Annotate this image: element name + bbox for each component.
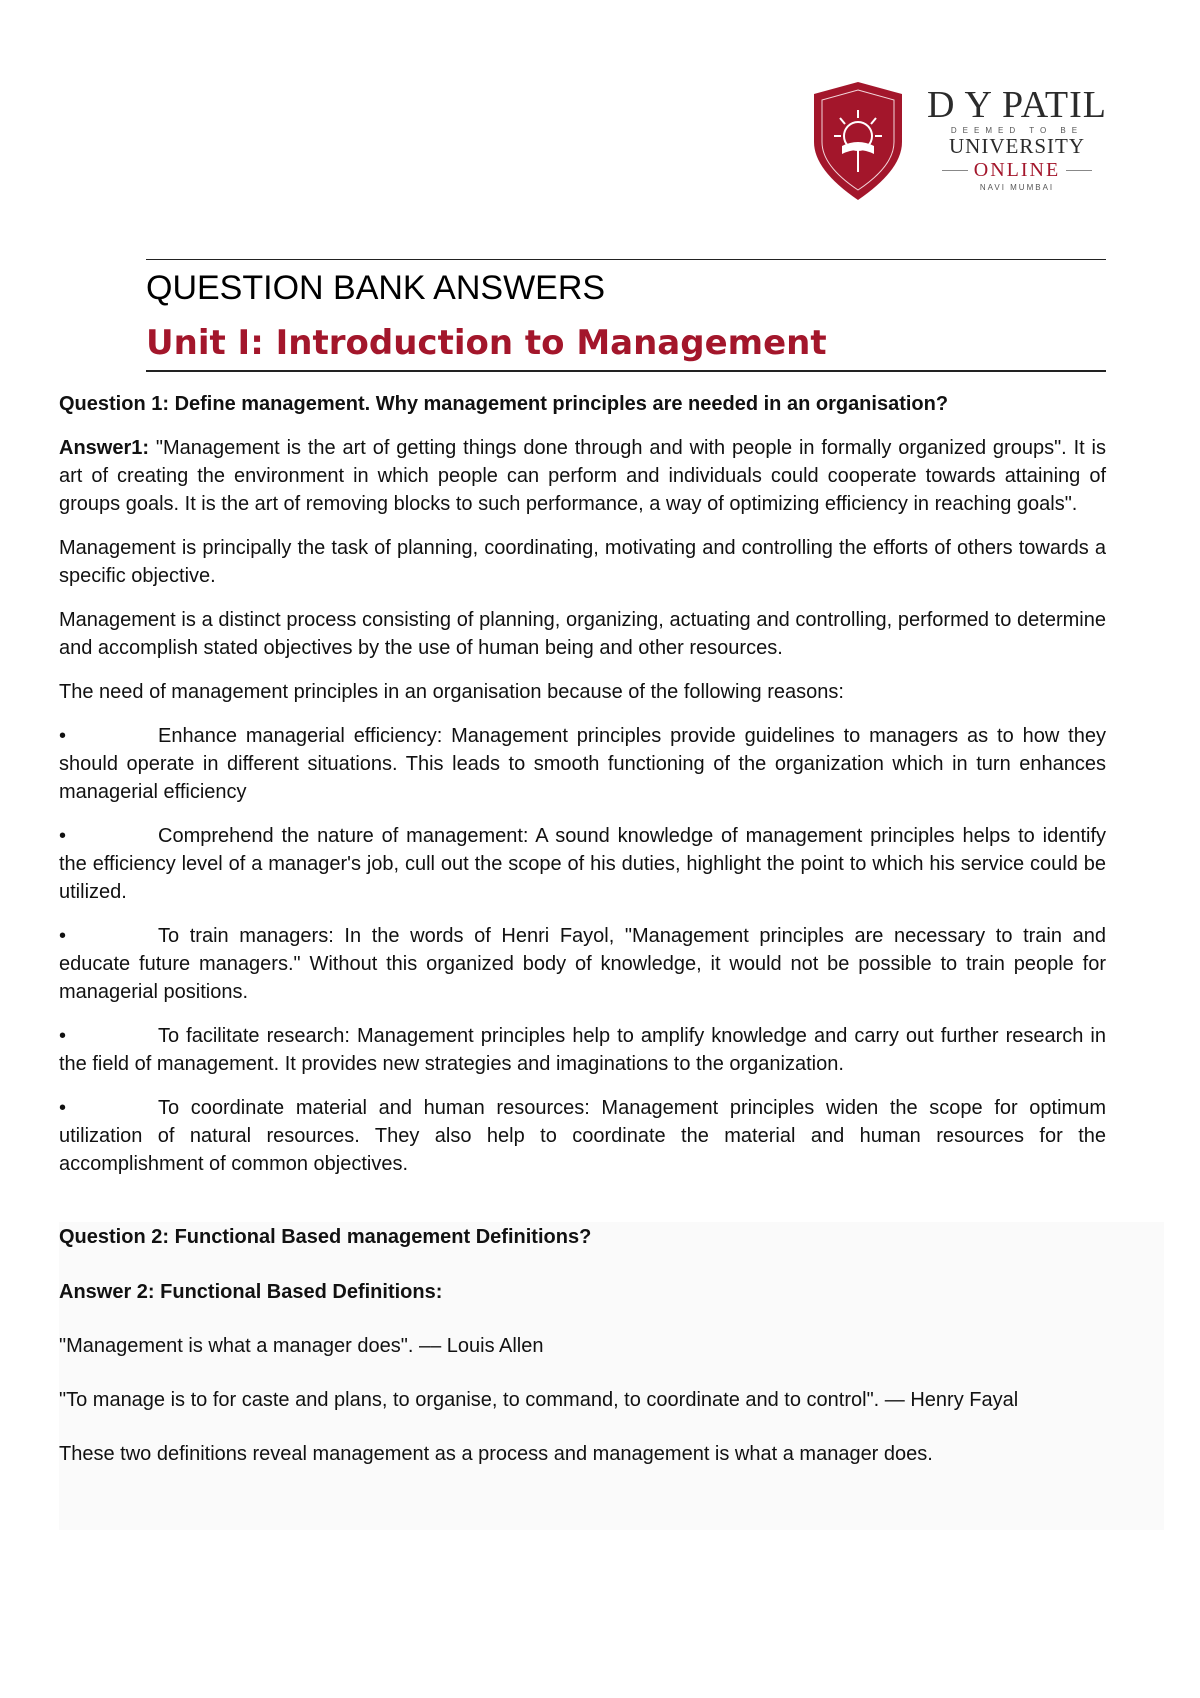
logo-university: UNIVERSITY [949,134,1085,158]
question-1: Question 1: Define management. Why management principles are needed in an organisation? [59,393,949,415]
document-title: QUESTION BANK ANSWERS [146,269,606,307]
bullet-mark: • [59,1097,67,1119]
logo-name: D Y PATIL [926,84,1108,126]
divider [942,170,968,171]
bullet-text: Enhance managerial efficiency: Management principles provide guidelines to managers as to how they should operate in different situations. This leads to smooth functioning of the organization which in turn enhances managerial efficiency [59,725,1106,803]
bullet-text: To facilitate research: Management principles help to amplify knowledge and carry out further research in the field of management. It provides new strategies and imaginations to the organization. [59,1025,1106,1075]
shield-emblem-icon [812,80,904,202]
logo-deemed: DEEMED TO BE [950,126,1084,135]
answer-1-text: "Management is the art of getting things done through and with people in formally organized groups". It is art of creating the environment in which people can perform and individuals could cooperate towards attaining of groups goals. It is the art of removing blocks to such performance, a way of optimizing efficiency in reaching goals". [59,437,1106,515]
header-top-rule [146,259,1106,260]
bullet-text: To coordinate material and human resources: Management principles widen the scope for optimum utilization of natural resources. They also help to coordinate the material and human resources for the accomplishment of common objectives. [59,1097,1106,1175]
bullet-item [59,1022,1106,1078]
conclusion: These two definitions reveal management as a process and management is what a manager does. [59,1443,933,1465]
paragraph: Management is principally the task of planning, coordinating, motivating and controlling the efforts of others towards a specific objective. [59,537,1106,587]
paragraph: The need of management principles in an organisation because of the following reasons: [59,681,844,703]
bullet-mark: • [59,925,67,947]
bullet-item [59,922,1106,1006]
bullet-mark: • [59,1025,67,1047]
definition-1: "Management is what a manager does". –– Louis Allen [59,1335,544,1357]
header-bottom-rule [146,370,1106,372]
logo-city: NAVI MUMBAI [979,183,1055,192]
bullet-mark: • [59,825,67,847]
answer-1-label: Answer1: [59,437,150,459]
paragraph: Management is a distinct process consisting of planning, organizing, actuating and controlling, performed to determine and accomplish stated objectives by the use of human being and other resources. [59,609,1106,659]
bullet-item [59,722,1106,806]
bullet-text: To train managers: In the words of Henri Fayol, "Management principles are necessary to train and educate future managers." Without this organized body of knowledge, it would not be possible to train people for managerial positions. [59,925,1106,1003]
bullet-mark: • [59,725,67,747]
question-1-section [59,390,1106,1194]
question-2-background [59,1222,1164,1530]
bullet-item [59,1094,1106,1178]
answer-2-heading: Answer 2: Functional Based Definitions: [59,1281,443,1303]
university-logo [812,78,1112,203]
question-2: Question 2: Functional Based management Definitions? [59,1226,592,1248]
logo-online: ONLINE [973,159,1061,181]
definition-2: "To manage is to for caste and plans, to organise, to command, to coordinate and to control". — Henry Fayal [59,1389,1019,1411]
answer-1-paragraph [59,434,1106,518]
bullet-text: Comprehend the nature of management: A sound knowledge of management principles helps to identify the efficiency level of a manager's job, cull out the scope of his duties, highlight the point to which his service could be utilized. [59,825,1106,903]
bullet-item [59,822,1106,906]
unit-title: Unit I: Introduction to Management [146,323,827,363]
divider [1066,170,1092,171]
